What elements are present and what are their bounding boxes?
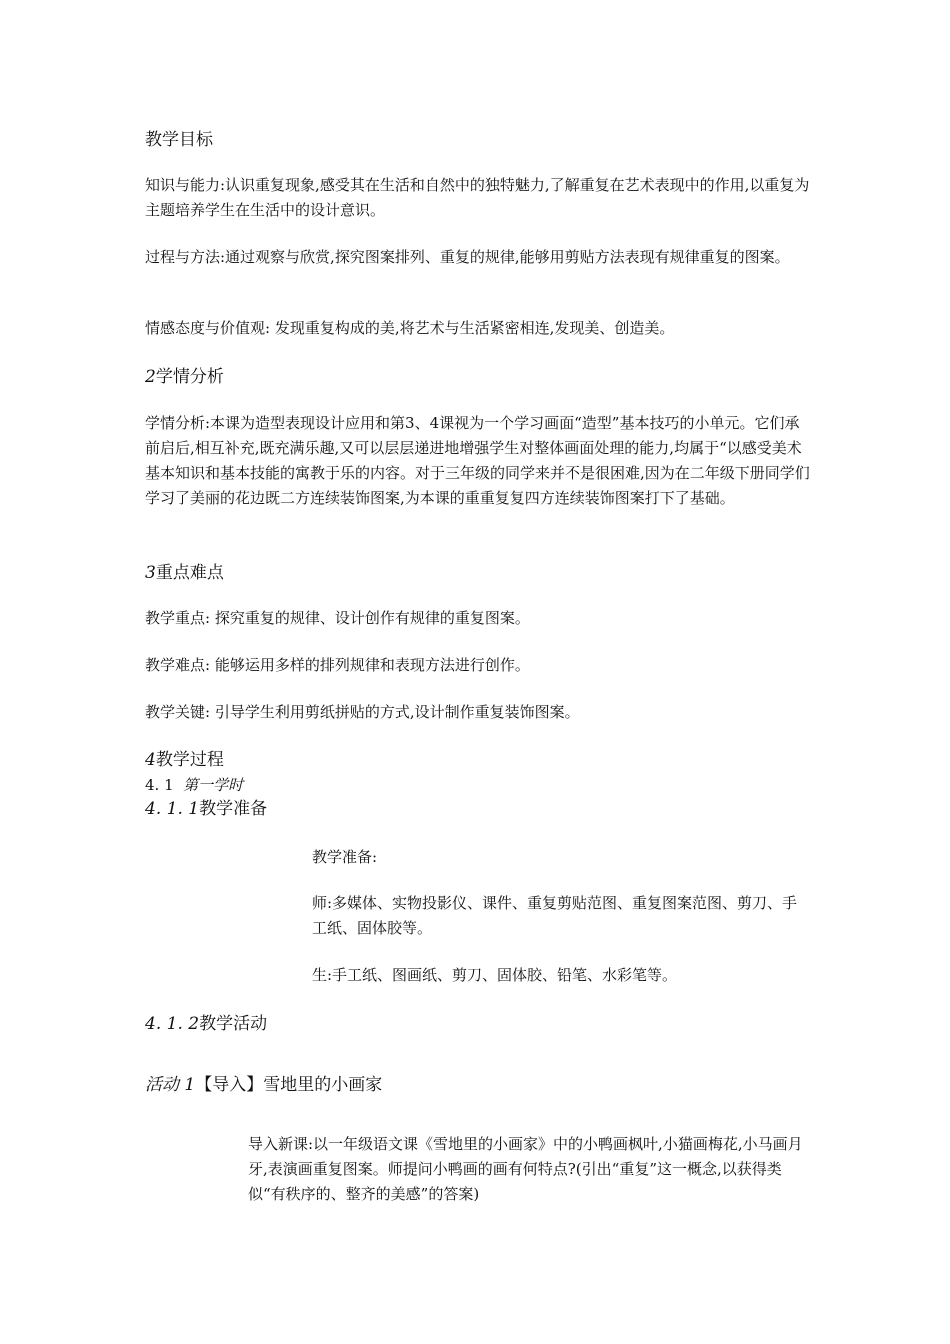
paragraph-prep-label: 教学准备: <box>312 848 378 866</box>
section-number: 4 <box>145 750 156 770</box>
section-title: 教学过程 <box>155 750 224 770</box>
section-title: 第一学时 <box>183 776 244 794</box>
section-number: 4. 1 <box>145 776 174 794</box>
paragraph-teacher-materials: 师:多媒体、实物投影仪、课件、重复剪贴范图、重复图案范图、剪刀、手工纸、固体胶等。 <box>312 894 798 937</box>
heading-student-analysis <box>145 365 810 389</box>
heading-activity-1 <box>145 1073 810 1097</box>
paragraph-teaching-focus: 教学重点: 探究重复的规律、设计创作有规律的重复图案。 <box>145 609 530 627</box>
paragraph-teaching-difficulty: 教学难点: 能够运用多样的排列规律和表现方法进行创作。 <box>145 656 530 674</box>
section-title: 教学活动 <box>199 1014 268 1034</box>
section-number: 3 <box>145 563 156 583</box>
section-title: 教学准备 <box>199 799 268 819</box>
heading-teaching-goals: 教学目标 <box>145 130 213 150</box>
heading-first-period <box>145 773 810 798</box>
heading-teaching-process <box>145 748 810 772</box>
paragraph-teaching-key: 教学关键: 引导学生利用剪纸拼贴的方式,设计制作重复装饰图案。 <box>145 703 580 721</box>
paragraph-attitude-values: 情感态度与价值观: 发现重复构成的美,将艺术与生活紧密相连,发现美、创造美。 <box>145 319 675 337</box>
section-number: 4. 1. 2 <box>145 1014 200 1034</box>
activity-title: 【导入】雪地里的小画家 <box>195 1075 383 1095</box>
paragraph-student-materials: 生:手工纸、图画纸、剪刀、固体胶、铅笔、水彩笔等。 <box>312 966 678 984</box>
paragraph-process-method: 过程与方法:通过观察与欣赏,探究图案排列、重复的规律,能够用剪贴方法表现有规律重复的图案。 <box>145 248 790 266</box>
paragraph-student-analysis: 学情分析:本课为造型表现设计应用和第3、4课视为一个学习画面“造型”基本技巧的小单元。它们承前启后,相互补充,既充满乐趣,又可以层层递进地增强学生对整体画面处理的能力,均属于“以感受美术基本知识和基本技能的寓教于乐的内容。对于三年级的同学来并不是很困难,因为在二年级下册同学们学习了美丽的花边既二方连续装饰图案,为本课的重重复复四方连续装饰图案打下了基础。 <box>145 414 810 507</box>
section-title: 学情分析 <box>155 367 224 387</box>
paragraph-activity-1-intro: 导入新课:以一年级语文课《雪地里的小画家》中的小鸭画枫叶,小猫画梅花,小马画月牙,表演画重复图案。师提问小鸭画的画有何特点?(引出“重复”这一概念,以获得类似“有秩序的、整齐的美感”的答案) <box>248 1135 803 1203</box>
section-number: 2 <box>145 367 156 387</box>
activity-number: 活动 1 <box>145 1075 196 1095</box>
heading-teaching-activities <box>145 1012 810 1036</box>
heading-key-difficult-points <box>145 561 810 585</box>
section-number: 4. 1. 1 <box>145 799 200 819</box>
section-title: 重点难点 <box>155 563 224 583</box>
paragraph-knowledge-ability: 知识与能力:认识重复现象,感受其在生活和自然中的独特魅力,了解重复在艺术表现中的作用,以重复为主题培养学生在生活中的设计意识。 <box>145 176 810 219</box>
heading-teaching-preparation <box>145 797 810 821</box>
